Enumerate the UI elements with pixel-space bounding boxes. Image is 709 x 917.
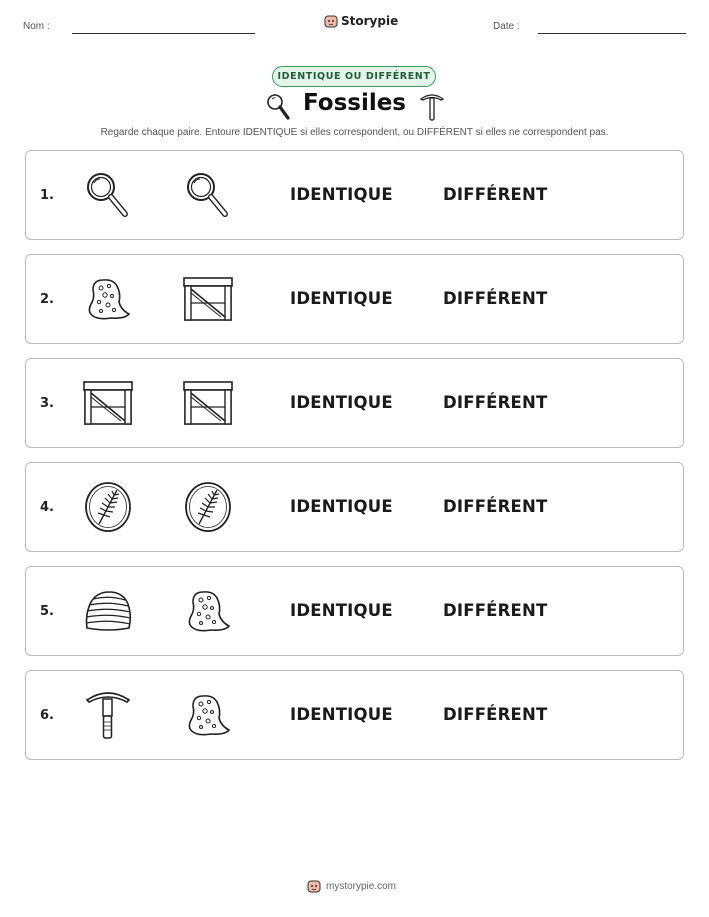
row-number: 6. bbox=[40, 708, 54, 723]
row-number: 2. bbox=[40, 292, 54, 307]
pickaxe-icon bbox=[419, 92, 445, 122]
name-label: Nom : bbox=[23, 21, 50, 32]
identical-option[interactable]: IDENTIQUE bbox=[290, 393, 393, 412]
worksheet-type-badge: IDENTIQUE OU DIFFÉRENT bbox=[272, 66, 436, 87]
magnifying-glass-icon bbox=[181, 168, 235, 222]
row-number: 4. bbox=[40, 500, 54, 515]
fossil-rock-icon bbox=[181, 688, 235, 742]
pickaxe-icon bbox=[81, 688, 135, 742]
identical-option[interactable]: IDENTIQUE bbox=[290, 601, 393, 620]
identical-option[interactable]: IDENTIQUE bbox=[290, 289, 393, 308]
date-label: Date : bbox=[493, 21, 520, 32]
crate-icon bbox=[81, 376, 135, 430]
date-field-line[interactable] bbox=[538, 33, 686, 34]
different-option[interactable]: DIFFÉRENT bbox=[443, 393, 548, 412]
magnifying-glass-icon bbox=[81, 168, 135, 222]
exercise-row-6 bbox=[25, 670, 684, 760]
row-number: 3. bbox=[40, 396, 54, 411]
row-number: 5. bbox=[40, 604, 54, 619]
brand bbox=[324, 14, 398, 28]
identical-option[interactable]: IDENTIQUE bbox=[290, 705, 393, 724]
exercise-row-4 bbox=[25, 462, 684, 552]
exercise-row-3 bbox=[25, 358, 684, 448]
crate-icon bbox=[181, 376, 235, 430]
identical-option[interactable]: IDENTIQUE bbox=[290, 497, 393, 516]
footer-website[interactable]: mystorypie.com bbox=[326, 880, 397, 892]
identical-option[interactable]: IDENTIQUE bbox=[290, 185, 393, 204]
different-option[interactable]: DIFFÉRENT bbox=[443, 185, 548, 204]
exercise-row-1 bbox=[25, 150, 684, 240]
row-number: 1. bbox=[40, 188, 54, 203]
exercise-row-2 bbox=[25, 254, 684, 344]
brand-name: Storypie bbox=[341, 14, 399, 28]
exercise-list bbox=[25, 150, 684, 774]
different-option[interactable]: DIFFÉRENT bbox=[443, 601, 548, 620]
different-option[interactable]: DIFFÉRENT bbox=[443, 497, 548, 516]
leaf-fossil-icon bbox=[81, 480, 135, 534]
exercise-row-5 bbox=[25, 566, 684, 656]
leaf-fossil-icon bbox=[181, 480, 235, 534]
footer bbox=[307, 879, 396, 893]
fossil-rock-icon bbox=[181, 584, 235, 638]
storypie-logo-icon bbox=[324, 14, 338, 28]
different-option[interactable]: DIFFÉRENT bbox=[443, 705, 548, 724]
different-option[interactable]: DIFFÉRENT bbox=[443, 289, 548, 308]
fossil-rock-icon bbox=[81, 272, 135, 326]
rock-layers-icon bbox=[81, 584, 135, 638]
name-field-line[interactable] bbox=[72, 33, 255, 34]
instructions: Regarde chaque paire. Entoure IDENTIQUE si elles correspondent, ou DIFFÉRENT si elles ne correspondent pas. bbox=[100, 127, 609, 138]
storypie-logo-icon bbox=[307, 879, 321, 893]
title-row bbox=[0, 90, 709, 124]
crate-icon bbox=[181, 272, 235, 326]
page-title: Fossiles bbox=[302, 90, 407, 116]
